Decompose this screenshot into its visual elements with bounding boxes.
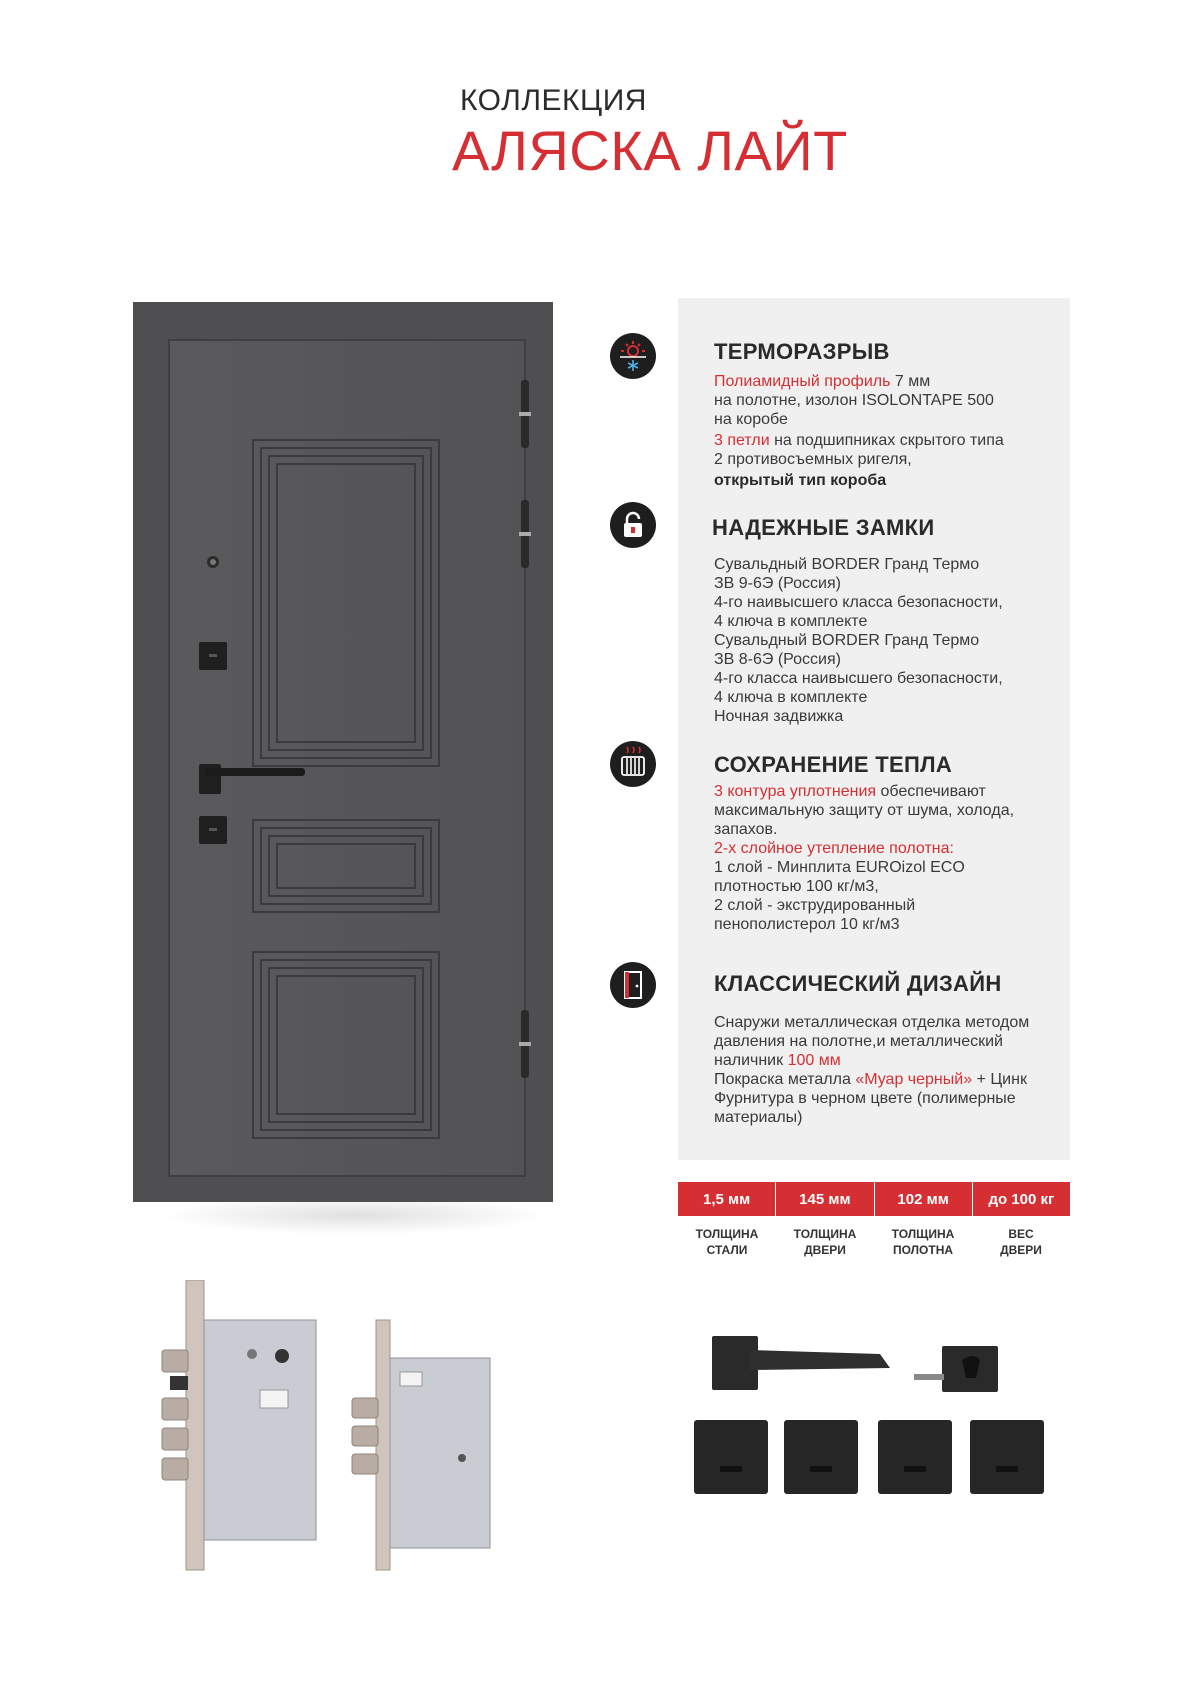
locks-image [140,1280,570,1580]
specs-labels [678,1226,1070,1258]
spec-steel-value: 1,5 мм [678,1182,776,1216]
radiator-icon [610,741,656,787]
specs-bar [678,1182,1070,1216]
door-image [133,302,553,1222]
door-icon [610,962,656,1008]
lock-icon [610,502,656,548]
spec-weight-label: ВЕС ДВЕРИ [1000,1227,1042,1257]
spec-door-thickness-label: ТОЛЩИНА ДВЕРИ [793,1227,857,1257]
feature-title-design: КЛАССИЧЕСКИЙ ДИЗАЙН [714,971,1002,996]
feature-text-locks: Сувальдный BORDER Гранд Термо ЗВ 9-6Э (Россия) 4-го наивысшего класса безопасности, 4 ключа в комплекте Сувальдный BORDER Гранд Термо ЗВ 8-6Э (Россия) 4-го класса наивысшего безопасности, 4 ключа в комплекте Ночная задвижка [714,556,1003,725]
feature-text-heat: 3 контура уплотнения обеспечивают максимальную защиту от шума, холода, запахов. 2-х слойное утепление полотна: 1 слой - Минплита EUROizol ECO плотностью 100 кг/м3, 2 слой - экструдированный пенополистерол 10 кг/м3 [714,783,1015,933]
feature-title-thermal: ТЕРМОРАЗРЫВ [714,339,890,364]
thermal-break-icon [610,333,656,379]
feature-text-thermal: Полиамидный профиль 7 мм на полотне, изолон ISOLONTAPE 500 на коробе 3 петли на подшипниках скрытого типа 2 противосъемных ригеля, открытый тип короба [714,373,1004,489]
spec-leaf-thickness-label: ТОЛЩИНА ПОЛОТНА [891,1227,955,1257]
spec-weight-value: до 100 кг [988,1190,1055,1208]
collection-label: КОЛЛЕКЦИЯ [460,84,647,117]
spec-leaf-thickness-value: 102 мм [875,1182,973,1216]
spec-steel-label: ТОЛЩИНА СТАЛИ [695,1227,759,1257]
feature-title-heat: СОХРАНЕНИЕ ТЕПЛА [714,752,953,777]
collection-name: АЛЯСКА ЛАЙТ [452,119,848,182]
spec-door-thickness-value: 145 мм [776,1182,874,1216]
feature-title-locks: НАДЕЖНЫЕ ЗАМКИ [712,515,935,540]
hardware-image [680,1320,1080,1600]
feature-text-design: Снаружи металлическая отделка методом давления на полотне,и металлический наличник 100 мм Покраска металла «Муар черный» + Цинк Фурнитура в черном цвете (полимерные материалы) [714,1014,1030,1126]
